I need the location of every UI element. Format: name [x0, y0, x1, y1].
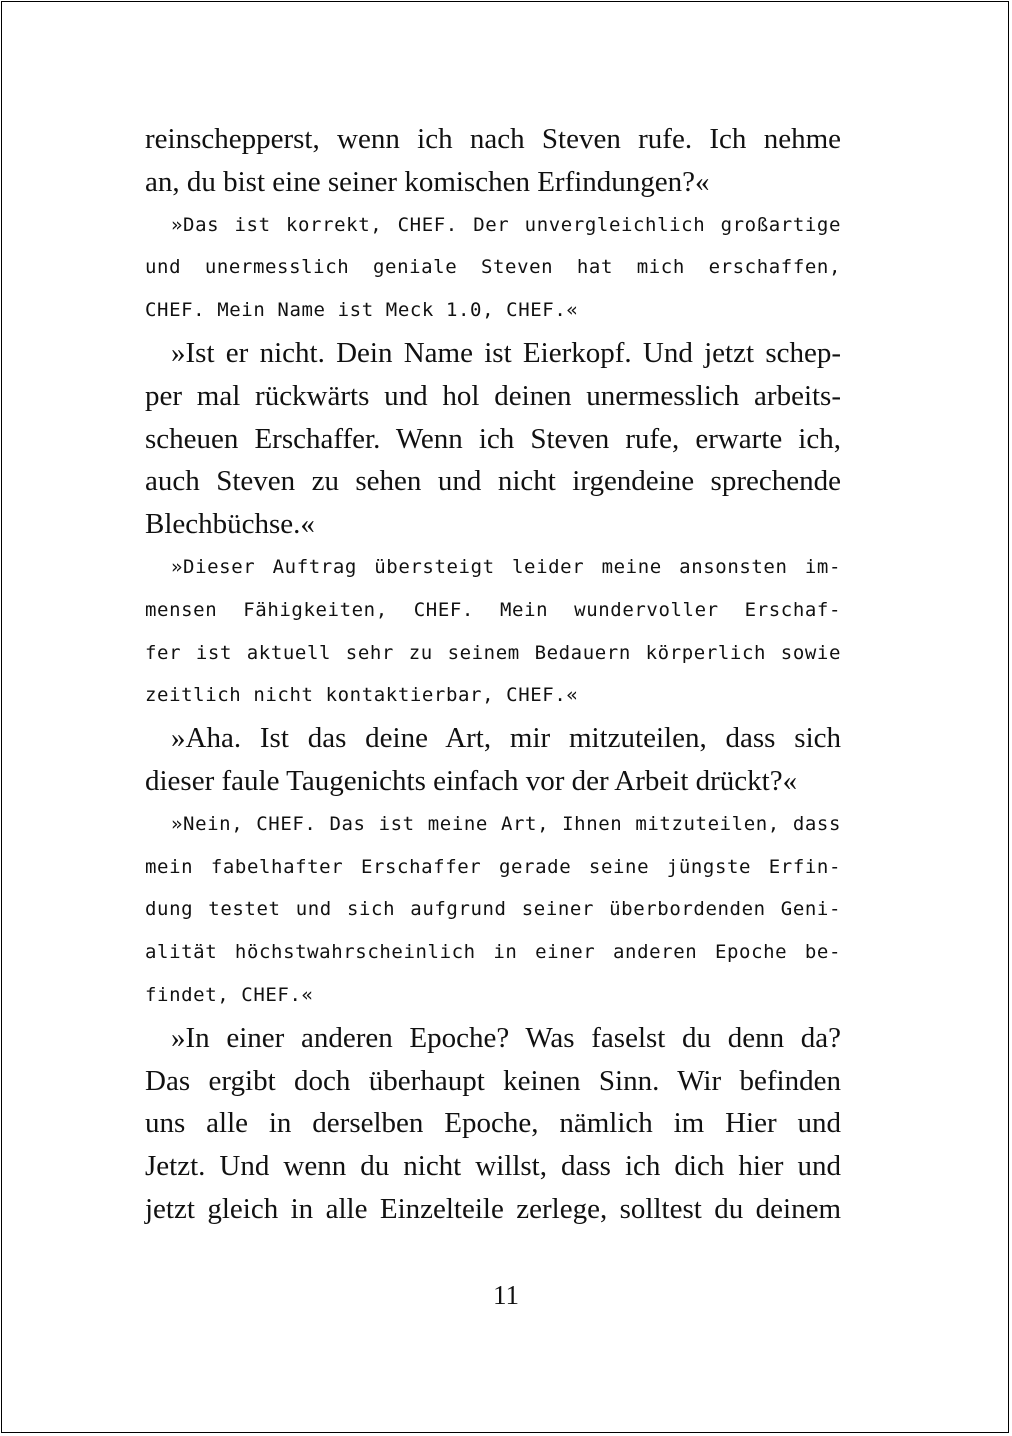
- text-line: »Ist er nicht. Dein Name ist Eierkopf. Und jetzt schep-: [171, 336, 841, 369]
- text-line: uns alle in derselben Epoche, nämlich im Hier und: [145, 1107, 841, 1140]
- robot-dialogue-line: dung testet und sich aufgrund seiner überbordenden Geni-: [145, 898, 841, 921]
- text-line: Blechbüchse.«: [145, 508, 315, 541]
- text-line: dieser faule Taugenichts einfach vor der Arbeit drückt?«: [145, 764, 798, 797]
- text-line: Das ergibt doch überhaupt keinen Sinn. Wir befinden: [145, 1064, 841, 1097]
- text-line: Jetzt. Und wenn du nicht willst, dass ich dich hier und: [145, 1150, 841, 1183]
- robot-dialogue-line: findet, CHEF.«: [145, 983, 314, 1006]
- robot-dialogue-line: »Das ist korrekt, CHEF. Der unvergleichlich großartige: [171, 213, 841, 236]
- text-line: auch Steven zu sehen und nicht irgendeine sprechende: [145, 465, 841, 498]
- page-body: [145, 118, 841, 1231]
- robot-dialogue-line: zeitlich nicht kontaktierbar, CHEF.«: [145, 684, 579, 707]
- robot-dialogue-line: »Nein, CHEF. Das ist meine Art, Ihnen mitzuteilen, dass: [171, 812, 841, 835]
- robot-dialogue-line: »Dieser Auftrag übersteigt leider meine ansonsten im-: [171, 555, 841, 578]
- text-line: reinschepperst, wenn ich nach Steven rufe. Ich nehme: [145, 123, 841, 155]
- robot-dialogue-line: mensen Fähigkeiten, CHEF. Mein wundervoller Erschaf-: [145, 598, 841, 621]
- robot-dialogue-line: fer ist aktuell sehr zu seinem Bedauern körperlich sowie: [145, 641, 841, 664]
- text-line: per mal rückwärts und hol deinen unermesslich arbeits-: [145, 379, 841, 412]
- robot-dialogue-line: mein fabelhafter Erschaffer gerade seine jüngste Erfin-: [145, 855, 841, 878]
- text-line: jetzt gleich in alle Einzelteile zerlege, solltest du deinem: [145, 1192, 841, 1225]
- robot-dialogue-line: und unermesslich geniale Steven hat mich erschaffen,: [145, 256, 841, 279]
- text-line: scheuen Erschaffer. Wenn ich Steven rufe, erwarte ich,: [145, 422, 841, 455]
- text-line: »In einer anderen Epoche? Was faselst du denn da?: [171, 1021, 841, 1054]
- robot-dialogue-line: CHEF. Mein Name ist Meck 1.0, CHEF.«: [145, 299, 579, 322]
- text-line: an, du bist eine seiner komischen Erfindungen?«: [145, 165, 710, 198]
- text-line: »Aha. Ist das deine Art, mir mitzuteilen, dass sich: [171, 722, 841, 755]
- robot-dialogue-line: alität höchstwahrscheinlich in einer anderen Epoche be-: [145, 941, 841, 964]
- page-number: 11: [493, 1280, 519, 1310]
